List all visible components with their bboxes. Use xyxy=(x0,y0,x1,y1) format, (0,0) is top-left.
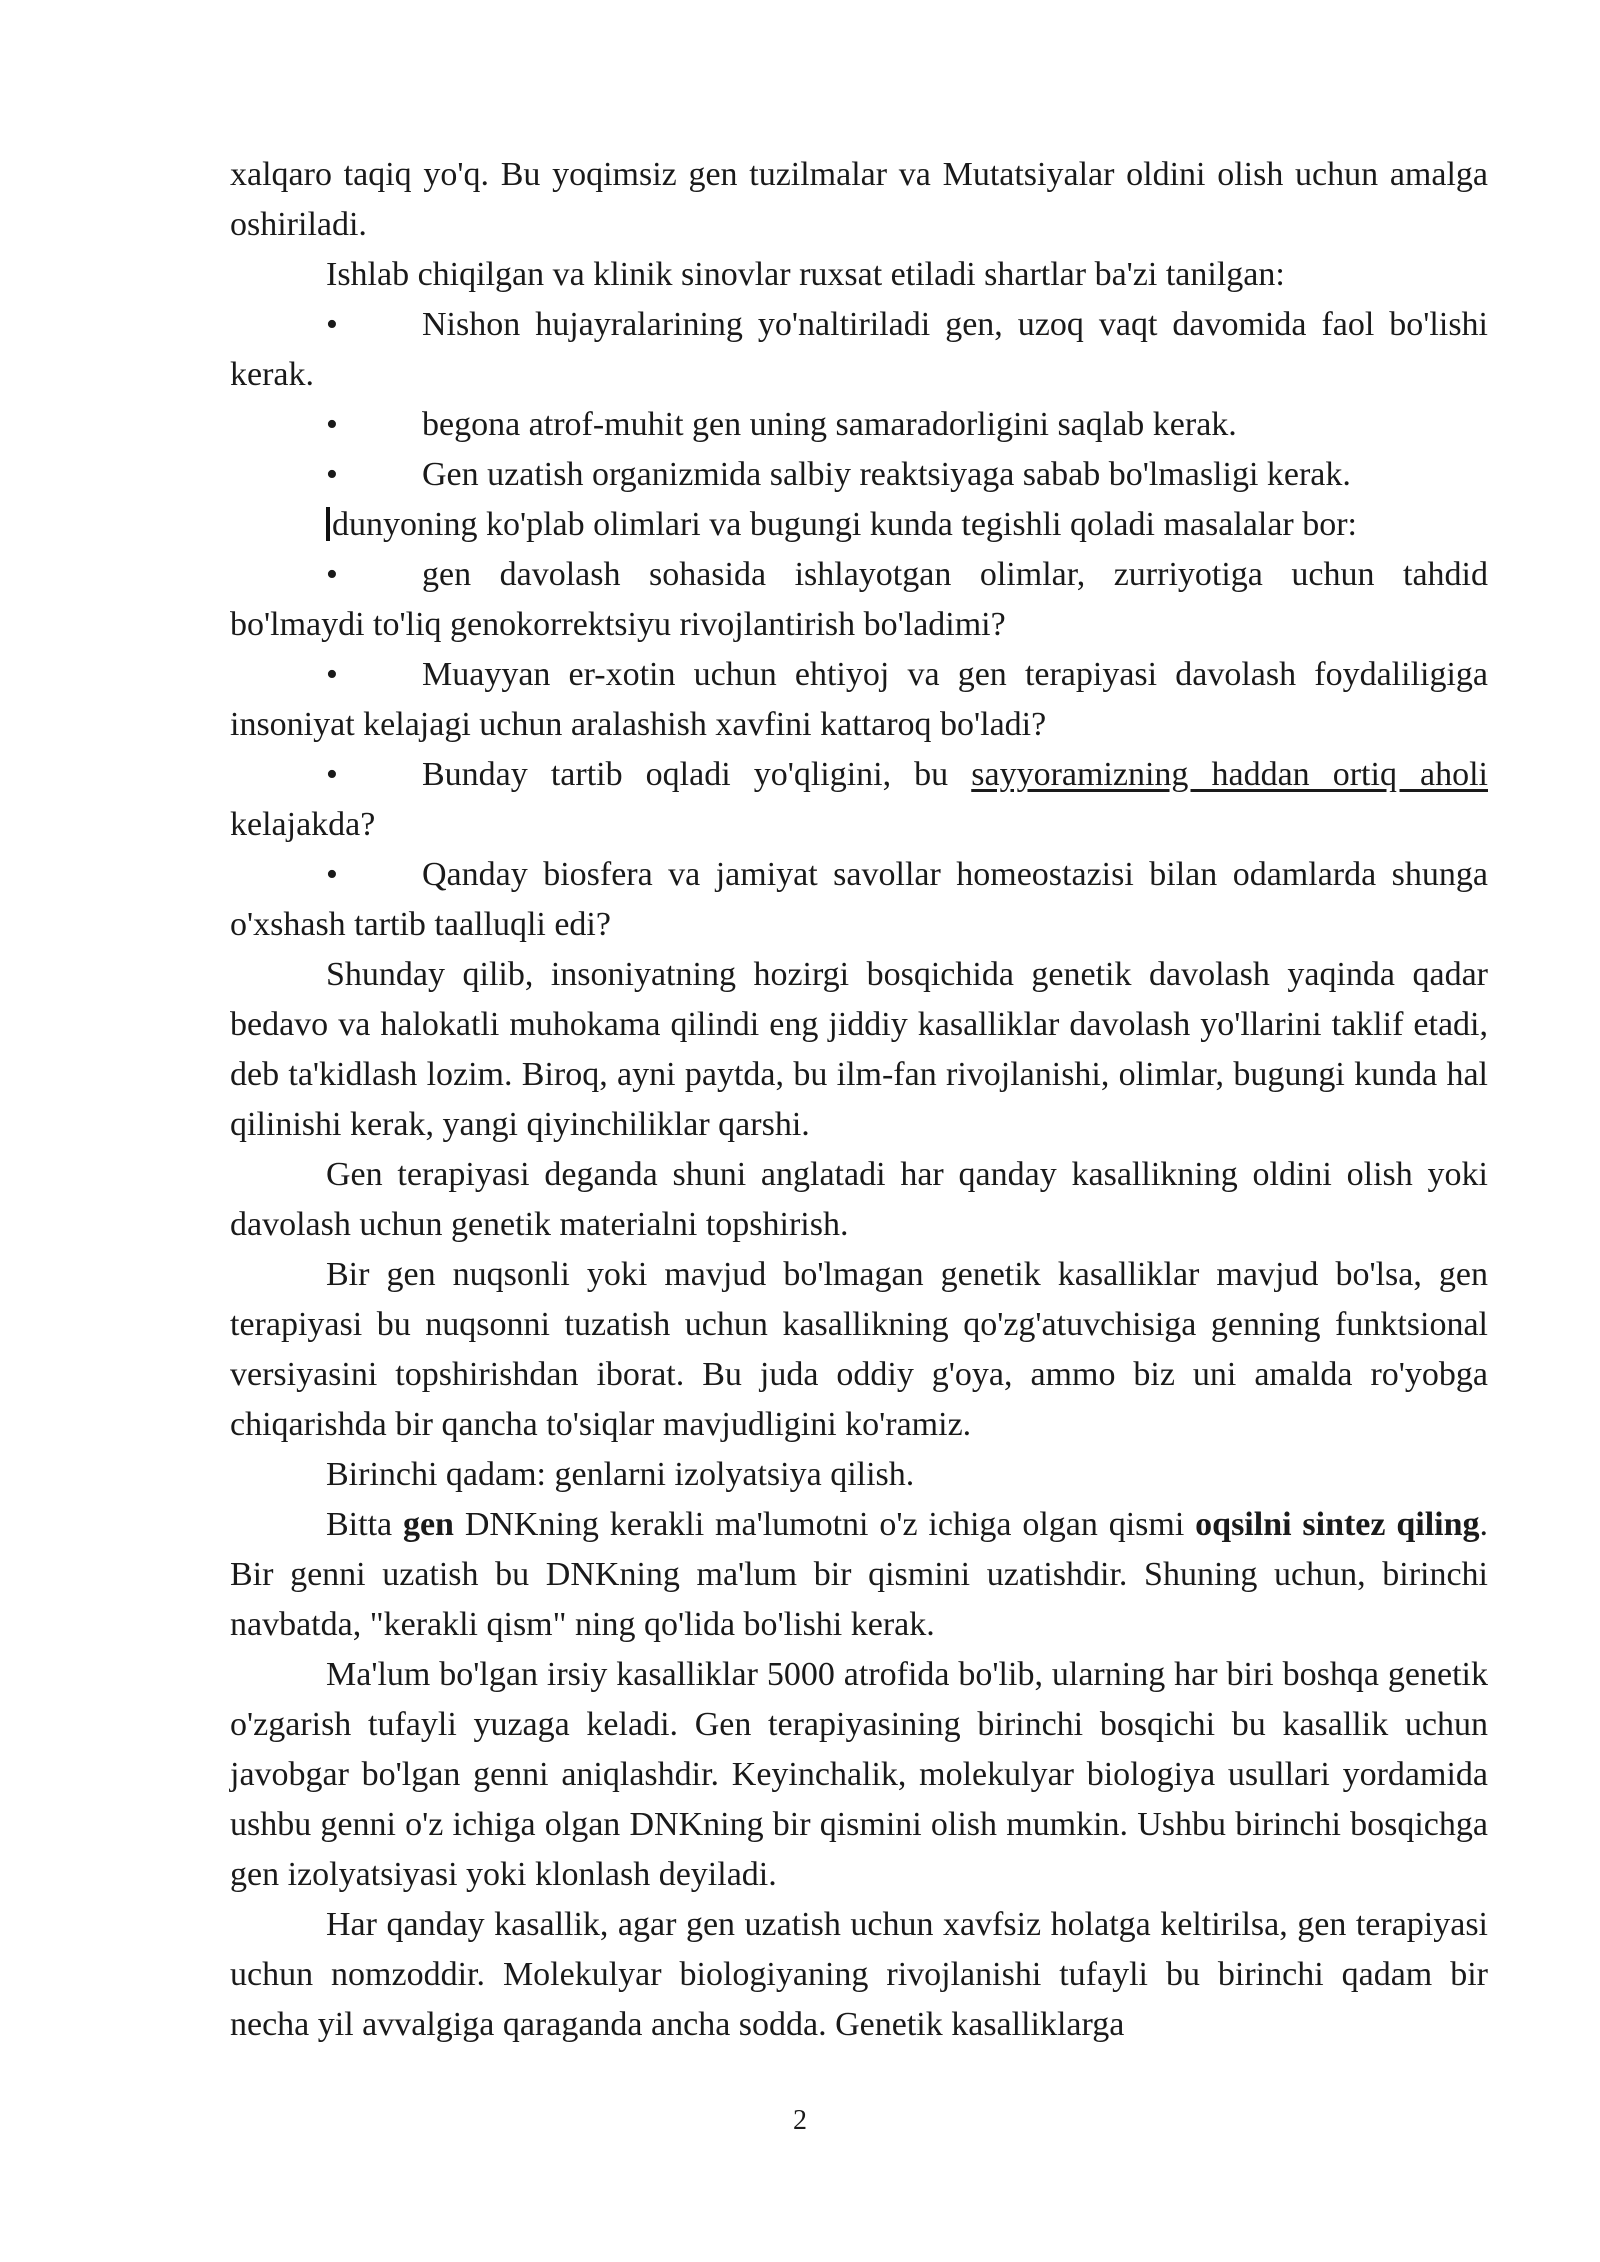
paragraph-intro: xalqaro taqiq yo'q. Bu yoqimsiz gen tuzilmalar va Mutatsiyalar oldini olish uchun amalga oshiriladi. xyxy=(230,156,1488,243)
page-number: 2 xyxy=(793,2105,807,2136)
list-item-text: Muayyan er-xotin uchun ehtiyoj va gen terapiyasi davolash foydaliligiga insoniyat kelajagi uchun aralashish xavfini kattaroq bo'ladi? xyxy=(230,656,1488,743)
paragraph-gene xyxy=(230,1500,1488,1650)
list-item-condition-3 xyxy=(230,450,1488,500)
list-item-question-4 xyxy=(230,850,1488,950)
document-body xyxy=(230,150,1488,2050)
text-cursor xyxy=(326,507,330,541)
list-item-question-3 xyxy=(230,750,1488,850)
paragraph-text: . Bir genni uzatish bu DNKning ma'lum bir qismini uzatishdir. Shuning uchun, birinchi navbatda, "kerakli qism" ning qo'lida bo'lishi kerak. xyxy=(230,1506,1489,1643)
list-item-text: Gen uzatish organizmida salbiy reaktsiyaga sabab bo'lmasligi kerak. xyxy=(422,456,1351,493)
paragraph-step-one: Birinchi qadam: genlarni izolyatsiya qilish. xyxy=(326,1456,915,1493)
hyperlink-text[interactable]: sayyoramizning haddan ortiq aholi xyxy=(971,756,1488,793)
list-item-text: begona atrof-muhit gen uning samaradorligini saqlab kerak. xyxy=(422,406,1237,443)
list-item-question-2 xyxy=(230,650,1488,750)
bullet-symbol: • xyxy=(326,456,338,493)
list-item-question-1 xyxy=(230,550,1488,650)
paragraph-definition: Gen terapiyasi deganda shuni anglatadi har qanday kasallikning oldini olish yoki davolash uchun genetik materialni topshirish. xyxy=(230,1156,1488,1243)
list-item-condition-2 xyxy=(230,400,1488,450)
list-item-text: Qanday biosfera va jamiyat savollar homeostazisi bilan odamlarda shunga o'xshash tartib taalluqli edi? xyxy=(230,856,1488,943)
paragraph-defect: Bir gen nuqsonli yoki mavjud bo'lmagan genetik kasalliklar mavjud bo'lsa, gen terapiyasi bu nuqsonni tuzatish uchun kasallikning qo'zg'atuvchisiga genning funktsional versiyasini topshirishdan iborat. Bu juda oddiy g'oya, ammo biz uni amalda ro'yobga chiqarishda bir qancha to'siqlar mavjudligini ko'ramiz. xyxy=(230,1256,1488,1443)
bold-term: oqsilni sintez qiling xyxy=(1195,1506,1480,1543)
paragraph-text: Bitta xyxy=(326,1506,403,1543)
bullet-symbol: • xyxy=(326,856,338,893)
paragraph-conditions-intro: Ishlab chiqilgan va klinik sinovlar ruxsat etiladi shartlar ba'zi tanilgan: xyxy=(326,256,1285,293)
paragraph-questions-intro xyxy=(230,500,1488,550)
paragraph-text: dunyoning ko'plab olimlari va bugungi kunda tegishli qoladi masalalar bor: xyxy=(332,506,1357,543)
bullet-symbol: • xyxy=(326,306,338,343)
list-item-text: kelajakda? xyxy=(230,806,376,843)
bullet-symbol: • xyxy=(326,756,338,793)
list-item-text: Bunday tartib oqladi yo'qligini, bu xyxy=(422,756,972,793)
paragraph-text: DNKning kerakli ma'lumotni o'z ichiga olgan qismi xyxy=(453,1506,1196,1543)
bullet-symbol: • xyxy=(326,406,338,443)
bullet-symbol: • xyxy=(326,656,338,693)
paragraph-diseases: Ma'lum bo'lgan irsiy kasalliklar 5000 atrofida bo'lib, ularning har biri boshqa genetik o'zgarish tufayli yuzaga keladi. Gen terapiyasining birinchi bosqichi bu kasallik uchun javobgar bo'lgan genni aniqlashdir. Keyinchalik, molekulyar biologiya usullari yordamida ushbu genni o'z ichiga olgan DNKning bir qismini olish mumkin. Ushbu birinchi bosqichga gen izolyatsiyasi yoki klonlash deyiladi. xyxy=(230,1656,1488,1893)
list-item-text: gen davolash sohasida ishlayotgan olimlar, zurriyotiga uchun tahdid bo'lmaydi to'liq genokorrektsiyu rivojlantirish bo'ladimi? xyxy=(230,556,1488,643)
paragraph-summary: Shunday qilib, insoniyatning hozirgi bosqichida genetik davolash yaqinda qadar bedavo va halokatli muhokama qilindi eng jiddiy kasalliklar davolash yo'llarini taklif etadi, deb ta'kidlash lozim. Biroq, ayni paytda, bu ilm-fan rivojlanishi, olimlar, bugungi kunda hal qilinishi kerak, yangi qiyinchiliklar qarshi. xyxy=(230,956,1488,1143)
list-item-text: Nishon hujayralarining yo'naltiriladi gen, uzoq vaqt davomida faol bo'lishi kerak. xyxy=(230,306,1488,393)
bold-term: gen xyxy=(402,1506,454,1543)
bullet-symbol: • xyxy=(326,556,338,593)
paragraph-candidate: Har qanday kasallik, agar gen uzatish uchun xavfsiz holatga keltirilsa, gen terapiyasi uchun nomzoddir. Molekulyar biologiyaning rivojlanishi tufayli bu birinchi qadam bir necha yil avvalgiga qaraganda ancha sodda. Genetik kasalliklarga xyxy=(230,1906,1488,2043)
list-item-condition-1 xyxy=(230,300,1488,400)
